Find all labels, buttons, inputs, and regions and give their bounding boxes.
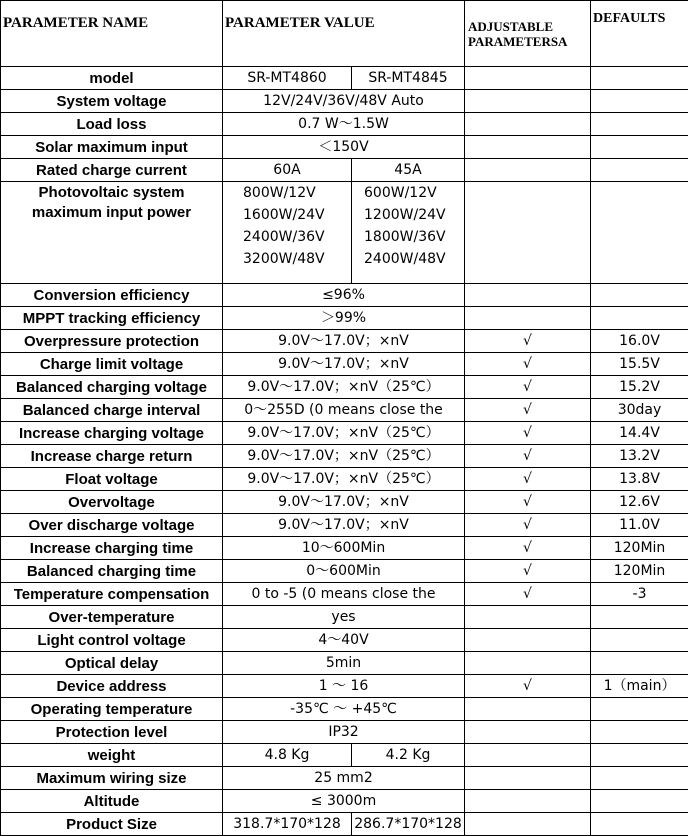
adjustable-cell: √	[465, 491, 591, 514]
param-name: Protection level	[1, 721, 223, 744]
default-cell: 15.2V	[591, 376, 688, 399]
default-cell	[591, 113, 688, 136]
adjustable-cell	[465, 284, 591, 307]
table-row	[1, 491, 688, 514]
param-value-right	[352, 182, 465, 284]
table-row	[1, 698, 688, 721]
param-name: Conversion efficiency	[1, 284, 223, 307]
adjustable-cell: √	[465, 399, 591, 422]
param-value-left: SR-MT4860	[223, 67, 352, 90]
table-row	[1, 675, 688, 698]
adjustable-cell	[465, 113, 591, 136]
default-cell	[591, 67, 688, 90]
param-value: ≤ 3000m	[223, 790, 465, 813]
adjustable-cell: √	[465, 468, 591, 491]
adjustable-cell	[465, 698, 591, 721]
param-value-right: 286.7*170*128	[352, 813, 465, 836]
param-value: 9.0V～17.0V；×nV（25℃）	[223, 445, 465, 468]
table-row	[1, 721, 688, 744]
param-name: Photovoltaic system maximum input power	[1, 182, 223, 284]
param-name: Load loss	[1, 113, 223, 136]
param-name: Increase charging voltage	[1, 422, 223, 445]
default-cell	[591, 136, 688, 159]
default-cell: 13.8V	[591, 468, 688, 491]
param-name: Increase charge return	[1, 445, 223, 468]
param-value: 0～255D (0 means close the	[223, 399, 465, 422]
param-name: Temperature compensation	[1, 583, 223, 606]
param-name: Balanced charge interval	[1, 399, 223, 422]
param-value: -35℃ ～ +45℃	[223, 698, 465, 721]
default-cell	[591, 721, 688, 744]
table-row	[1, 376, 688, 399]
adjustable-cell: √	[465, 514, 591, 537]
param-value: yes	[223, 606, 465, 629]
param-name: Charge limit voltage	[1, 353, 223, 376]
table-row	[1, 136, 688, 159]
table-row	[1, 399, 688, 422]
default-cell: 1（main）	[591, 675, 688, 698]
adjustable-cell	[465, 744, 591, 767]
adjustable-cell	[465, 90, 591, 113]
adjustable-cell: √	[465, 675, 591, 698]
param-value: 9.0V～17.0V；×nV（25℃）	[223, 376, 465, 399]
header-adjustable: ADJUSTABLE PARAMETERSA	[465, 1, 591, 67]
adjustable-cell	[465, 307, 591, 330]
param-value: ＞99%	[223, 307, 465, 330]
table-row	[1, 468, 688, 491]
power-line: 2400W/48V	[364, 248, 462, 270]
adjustable-cell: √	[465, 330, 591, 353]
adjustable-cell: √	[465, 422, 591, 445]
param-name: MPPT tracking efficiency	[1, 307, 223, 330]
param-value-left: 318.7*170*128	[223, 813, 352, 836]
param-value: IP32	[223, 721, 465, 744]
adjustable-cell	[465, 721, 591, 744]
param-name: Balanced charging voltage	[1, 376, 223, 399]
param-value-left: 60A	[223, 159, 352, 182]
param-value-left	[223, 182, 352, 284]
param-value: 0 to -5 (0 means close the	[223, 583, 465, 606]
param-value: 9.0V～17.0V；×nV（25℃）	[223, 468, 465, 491]
default-cell: 11.0V	[591, 514, 688, 537]
param-name: System voltage	[1, 90, 223, 113]
param-value: 9.0V～17.0V；×nV	[223, 491, 465, 514]
param-name: Light control voltage	[1, 629, 223, 652]
default-cell	[591, 606, 688, 629]
table-row	[1, 560, 688, 583]
param-name: Over-temperature	[1, 606, 223, 629]
param-value-right: 45A	[352, 159, 465, 182]
param-name: Rated charge current	[1, 159, 223, 182]
param-value-left: 4.8 Kg	[223, 744, 352, 767]
adjustable-cell	[465, 767, 591, 790]
default-cell	[591, 744, 688, 767]
default-cell	[591, 629, 688, 652]
default-cell: -3	[591, 583, 688, 606]
power-line: 3200W/48V	[243, 248, 349, 270]
param-name: weight	[1, 744, 223, 767]
param-name: Float voltage	[1, 468, 223, 491]
table-row	[1, 307, 688, 330]
param-value: 4～40V	[223, 629, 465, 652]
param-value: 12V/24V/36V/48V Auto	[223, 90, 465, 113]
param-name: Over discharge voltage	[1, 514, 223, 537]
default-cell: 30day	[591, 399, 688, 422]
table-row	[1, 159, 688, 182]
table-row	[1, 629, 688, 652]
header-row	[1, 1, 688, 67]
power-line: 800W/12V	[243, 182, 349, 204]
power-line: 600W/12V	[364, 182, 462, 204]
adjustable-cell	[465, 182, 591, 284]
param-value: 0.7 W～1.5W	[223, 113, 465, 136]
header-parameter-name: PARAMETER NAME	[1, 1, 223, 67]
adjustable-cell: √	[465, 353, 591, 376]
header-parameter-value: PARAMETER VALUE	[223, 1, 465, 67]
param-name: Maximum wiring size	[1, 767, 223, 790]
default-cell	[591, 698, 688, 721]
param-value: 10～600Min	[223, 537, 465, 560]
param-name: model	[1, 67, 223, 90]
adjustable-cell: √	[465, 537, 591, 560]
power-line: 1600W/24V	[243, 204, 349, 226]
table-row	[1, 767, 688, 790]
default-cell	[591, 767, 688, 790]
table-row	[1, 813, 688, 836]
adjustable-cell: √	[465, 560, 591, 583]
param-value: ≤96%	[223, 284, 465, 307]
default-cell: 16.0V	[591, 330, 688, 353]
param-name: Overvoltage	[1, 491, 223, 514]
adjustable-cell	[465, 159, 591, 182]
table-row	[1, 583, 688, 606]
power-line: 2400W/36V	[243, 226, 349, 248]
param-value: 9.0V～17.0V；×nV	[223, 514, 465, 537]
param-name: Altitude	[1, 790, 223, 813]
default-cell	[591, 652, 688, 675]
table-row	[1, 445, 688, 468]
param-value: 0～600Min	[223, 560, 465, 583]
table-row	[1, 422, 688, 445]
table-row	[1, 790, 688, 813]
param-name: Product Size	[1, 813, 223, 836]
power-line: 1200W/24V	[364, 204, 462, 226]
param-name: Increase charging time	[1, 537, 223, 560]
adjustable-cell	[465, 652, 591, 675]
param-value: ＜150V	[223, 136, 465, 159]
power-line: 1800W/36V	[364, 226, 462, 248]
default-cell	[591, 90, 688, 113]
table-row	[1, 67, 688, 90]
adjustable-cell	[465, 606, 591, 629]
default-cell	[591, 182, 688, 284]
default-cell: 15.5V	[591, 353, 688, 376]
default-cell	[591, 790, 688, 813]
table-row	[1, 606, 688, 629]
adjustable-cell: √	[465, 376, 591, 399]
default-cell	[591, 813, 688, 836]
adjustable-cell	[465, 629, 591, 652]
table-row	[1, 182, 688, 284]
param-value: 9.0V～17.0V；×nV（25℃）	[223, 422, 465, 445]
param-value: 5min	[223, 652, 465, 675]
adjustable-cell: √	[465, 583, 591, 606]
default-cell	[591, 284, 688, 307]
param-value: 9.0V～17.0V；×nV	[223, 330, 465, 353]
param-value: 25 mm2	[223, 767, 465, 790]
param-value: 1 ～ 16	[223, 675, 465, 698]
table-row	[1, 90, 688, 113]
default-cell	[591, 159, 688, 182]
param-value-right: SR-MT4845	[352, 67, 465, 90]
adjustable-cell	[465, 813, 591, 836]
table-row	[1, 514, 688, 537]
table-row	[1, 113, 688, 136]
param-name: Solar maximum input	[1, 136, 223, 159]
table-row	[1, 284, 688, 307]
adjustable-cell	[465, 67, 591, 90]
param-value: 9.0V～17.0V；×nV	[223, 353, 465, 376]
table-row	[1, 652, 688, 675]
table-row	[1, 330, 688, 353]
param-value-right: 4.2 Kg	[352, 744, 465, 767]
table-row	[1, 744, 688, 767]
default-cell: 12.6V	[591, 491, 688, 514]
param-name: Device address	[1, 675, 223, 698]
table-row	[1, 353, 688, 376]
param-name: Operating temperature	[1, 698, 223, 721]
adjustable-cell	[465, 136, 591, 159]
default-cell: 13.2V	[591, 445, 688, 468]
table-row	[1, 537, 688, 560]
param-name: Balanced charging time	[1, 560, 223, 583]
default-cell: 120Min	[591, 560, 688, 583]
header-defaults: DEFAULTS	[591, 1, 688, 67]
default-cell: 14.4V	[591, 422, 688, 445]
adjustable-cell: √	[465, 445, 591, 468]
default-cell: 120Min	[591, 537, 688, 560]
default-cell	[591, 307, 688, 330]
param-name: Overpressure protection	[1, 330, 223, 353]
param-name: Optical delay	[1, 652, 223, 675]
adjustable-cell	[465, 790, 591, 813]
